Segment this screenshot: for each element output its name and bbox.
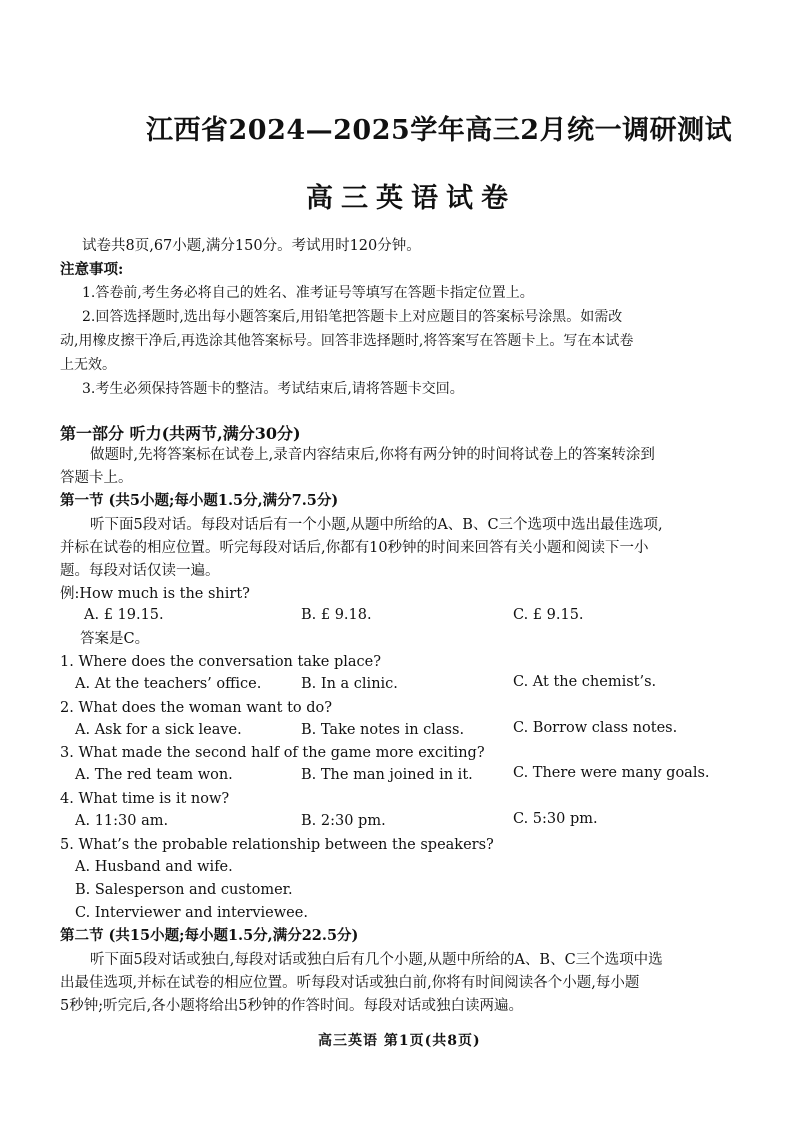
example-question: 例:How much is the shirt?	[60, 586, 250, 602]
notice-item: 3.考生必须保持答题卡的整洁。考试结束后,请将答题卡交回。	[82, 381, 464, 397]
question-text: 2. What does the woman want to do?	[60, 700, 333, 716]
section1-instruction: 并标在试卷的相应位置。听完每段对话后,你都有10秒钟的时间来回答有关小题和阅读下一小	[60, 540, 649, 556]
example-answer: 答案是C。	[80, 631, 150, 647]
notice-item: 动,用橡皮擦干净后,再选涂其他答案标号。回答非选择题时,将答案写在答题卡上。写在本试卷	[60, 333, 634, 349]
option-b: B. The man joined in it.	[301, 767, 473, 783]
section2-heading: 第二节 (共15小题;每小题1.5分,满分22.5分)	[60, 927, 359, 944]
notice-item: 2.回答选择题时,选出每小题答案后,用铅笔把答题卡上对应题目的答案标号涂黑。如需改	[82, 309, 623, 325]
option-b: B. Salesperson and customer.	[75, 882, 293, 898]
notice-heading: 注意事项:	[60, 261, 124, 278]
section1-instruction: 听下面5段对话。每段对话后有一个小题,从题中所给的A、B、C三个选项中选出最佳选项,	[90, 517, 663, 533]
example-option-a: A. £ 19.15.	[84, 607, 164, 623]
notice-item: 上无效。	[60, 357, 116, 373]
option-a: A. Ask for a sick leave.	[75, 722, 242, 738]
page-subtitle: 高三英语试卷	[306, 183, 516, 214]
option-b: B. 2:30 pm.	[301, 813, 386, 829]
page-title: 江西省2024—2025学年高三2月统一调研测试	[146, 115, 733, 146]
example-option-b: B. £ 9.18.	[301, 607, 372, 623]
notice-item: 1.答卷前,考生务必将自己的姓名、准考证号等填写在答题卡指定位置上。	[82, 285, 534, 301]
section1-instruction: 题。每段对话仅读一遍。	[60, 563, 220, 579]
option-c: C. There were many goals.	[513, 765, 710, 781]
section2-instruction: 听下面5段对话或独白,每段对话或独白后有几个小题,从题中所给的A、B、C三个选项中选	[90, 952, 663, 968]
option-c: C. Borrow class notes.	[513, 720, 678, 736]
question-text: 5. What’s the probable relationship between the speakers?	[60, 837, 494, 853]
option-b: B. Take notes in class.	[301, 722, 465, 738]
exam-intro: 试卷共8页,67小题,满分150分。考试用时120分钟。	[82, 238, 421, 254]
example-option-c: C. £ 9.15.	[513, 607, 584, 623]
question-text: 1. Where does the conversation take place?	[60, 654, 381, 670]
option-c: C. At the chemist’s.	[513, 674, 657, 690]
question-text: 3. What made the second half of the game more exciting?	[60, 745, 485, 761]
section2-instruction: 5秒钟;听完后,各小题将给出5秒钟的作答时间。每段对话或独白读两遍。	[60, 998, 523, 1014]
part1-heading: 第一部分 听力(共两节,满分30分)	[60, 424, 301, 443]
option-a: A. 11:30 am.	[75, 813, 169, 829]
option-a: A. Husband and wife.	[75, 859, 233, 875]
option-c: C. Interviewer and interviewee.	[75, 905, 308, 921]
part1-instruction: 答题卡上。	[60, 470, 133, 486]
option-a: A. The red team won.	[75, 767, 233, 783]
option-b: B. In a clinic.	[301, 676, 398, 692]
page-footer: 高三英语 第1页(共8页)	[318, 1033, 481, 1049]
question-text: 4. What time is it now?	[60, 791, 230, 807]
section1-heading: 第一节 (共5小题;每小题1.5分,满分7.5分)	[60, 492, 339, 509]
option-a: A. At the teachers’ office.	[75, 676, 262, 692]
section2-instruction: 出最佳选项,并标在试卷的相应位置。听每段对话或独白前,你将有时间阅读各个小题,每小题	[60, 975, 640, 991]
part1-instruction: 做题时,先将答案标在试卷上,录音内容结束后,你将有两分钟的时间将试卷上的答案转涂到	[90, 447, 655, 463]
option-c: C. 5:30 pm.	[513, 811, 598, 827]
